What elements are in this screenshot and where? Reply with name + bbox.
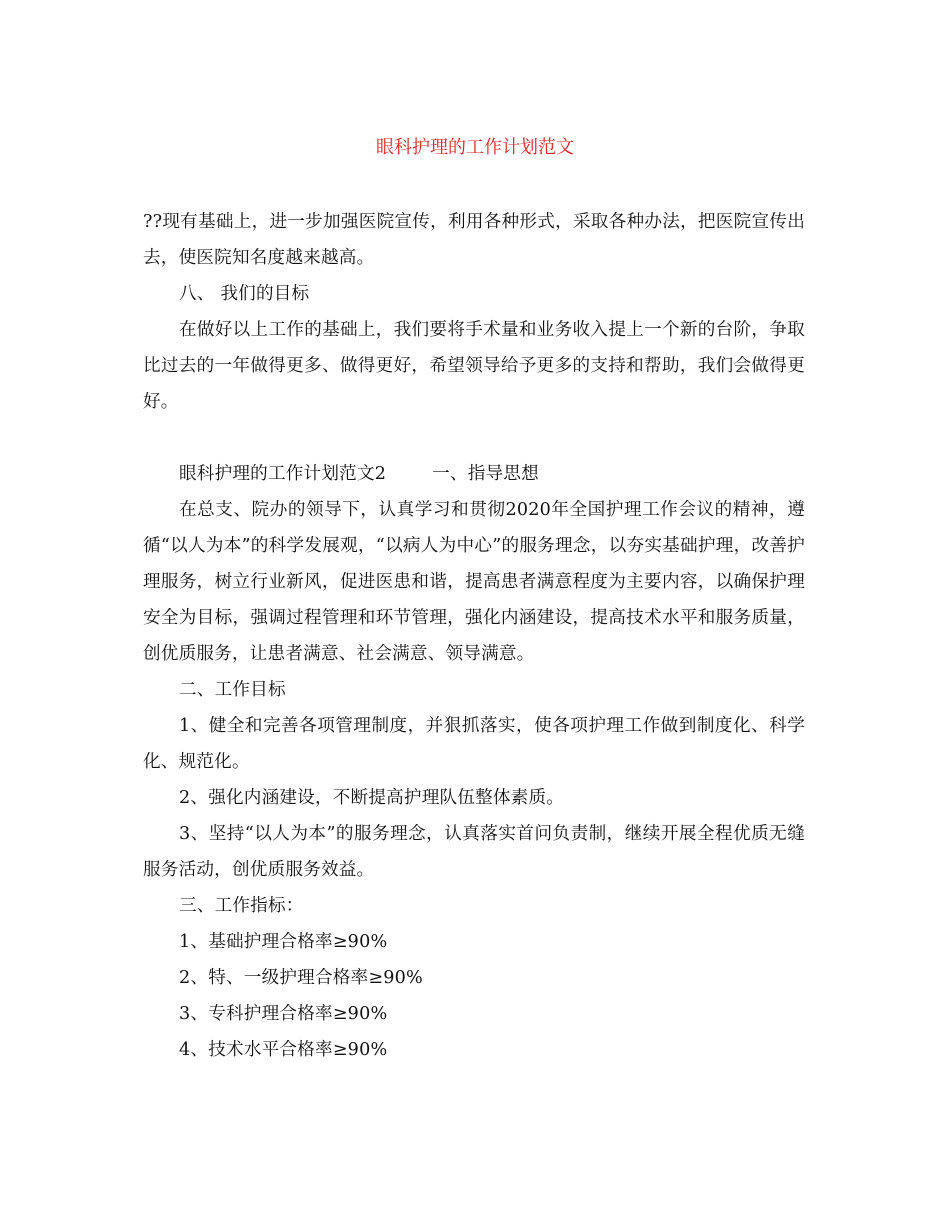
document-title: 眼科护理的工作计划范文 xyxy=(376,137,574,158)
section-gap xyxy=(143,420,805,456)
list-item-goal-3: 3、坚持“以人为本”的服务理念，认真落实首问负责制，继续开展全程优质无缝服务活动，创优质服务效益。 xyxy=(143,824,805,880)
paragraph-continuation: ??现有基础上，进一步加强医院宣传，利用各种形式，采取各种办法，把医院宣传出去，使医院知名度越来越高。 xyxy=(143,212,805,268)
list-item-indicator-1: 1、基础护理合格率≥90% xyxy=(179,932,388,952)
section-heading-indicators: 三、工作指标： xyxy=(179,896,304,916)
list-item-indicator-4: 4、技术水平合格率≥90% xyxy=(179,1040,388,1060)
document-body xyxy=(143,204,805,1068)
paragraph-goals: 在做好以上工作的基础上，我们要将手术量和业务收入提上一个新的台阶，争取比过去的一年做得更多、做得更好，希望领导给予更多的支持和帮助，我们会做得更好。 xyxy=(143,320,805,412)
section2-subheading: 一、指导思想 xyxy=(432,464,539,484)
paragraph-guiding-thought: 在总支、院办的领导下，认真学习和贯彻2020年全国护理工作会议的精神，遵循“以人为本”的科学发展观，“以病人为中心”的服务理念，以夯实基础护理，改善护理服务，树立行业新风，促进医患和谐，提高患者满意程度为主要内容，以确保护理安全为目标，强调过程管理和环节管理，强化内涵建设，提高技术水平和服务质量，创优质服务，让患者满意、社会满意、领导满意。 xyxy=(143,500,805,664)
section2-heading-line xyxy=(143,456,805,492)
list-item-goal-1: 1、健全和完善各项管理制度，并狠抓落实，使各项护理工作做到制度化、科学化、规范化。 xyxy=(143,716,805,772)
list-item-indicator-2: 2、特、一级护理合格率≥90% xyxy=(179,968,423,988)
list-item-indicator-3: 3、专科护理合格率≥90% xyxy=(179,1004,388,1024)
section2-title: 眼科护理的工作计划范文2 xyxy=(179,464,387,484)
list-item-goal-2: 2、强化内涵建设，不断提高护理队伍整体素质。 xyxy=(179,788,565,808)
section-heading-goals: 八、 我们的目标 xyxy=(179,284,310,304)
section-heading-work-goals: 二、工作目标 xyxy=(179,680,286,700)
